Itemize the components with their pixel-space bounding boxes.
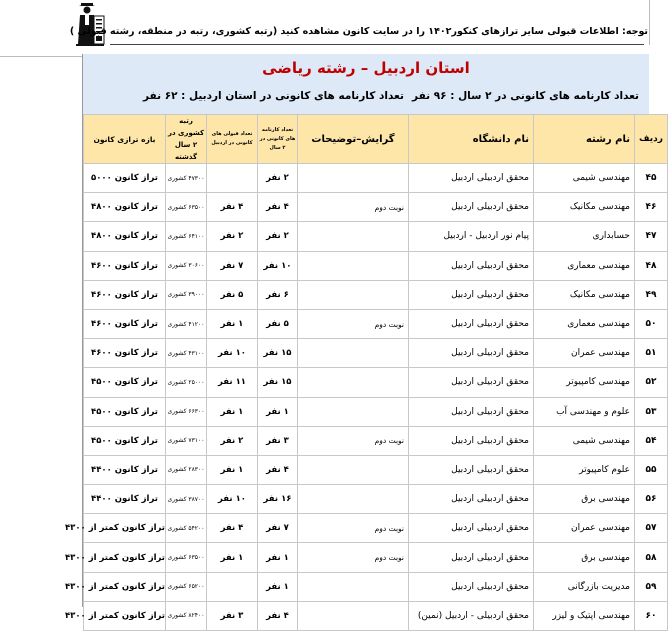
kanoon-reports-count: ۱۵ نفر: [258, 339, 298, 368]
university-name: محقق اردبیلی اردبیل: [409, 309, 534, 338]
row-index: ۴۹: [635, 280, 668, 309]
major-name: علوم و مهندسی آب: [534, 397, 635, 426]
taraz-range: تراز کانون کمتر از ۴۳۰۰: [84, 601, 166, 630]
university-name: محقق اردبیلی اردبیل: [409, 485, 534, 514]
university-name: پیام نور اردبیل - اردبیل: [409, 222, 534, 251]
major-name: حسابداری: [534, 222, 635, 251]
accepted-count: ۴ نفر: [207, 514, 258, 543]
major-name: علوم کامپیوتر: [534, 455, 635, 484]
stat-two-years: تعداد کارنامه های کانونی در ۲ سال : ۹۶ نفر: [412, 90, 639, 102]
row-index: ۵۸: [635, 543, 668, 572]
table-row: [84, 309, 668, 338]
accepted-count: [207, 164, 258, 193]
accepted-count: ۵ نفر: [207, 280, 258, 309]
major-note: نوبت دوم: [298, 309, 409, 338]
major-name: مهندسی اپتیک و لیزر: [534, 601, 635, 630]
row-index: ۵۴: [635, 426, 668, 455]
stat-province: تعداد کارنامه های کانونی در استان اردبیل : ۶۲ نفر: [143, 90, 404, 102]
kanoon-reports-count: ۴ نفر: [258, 455, 298, 484]
row-index: ۵۶: [635, 485, 668, 514]
major-name: مهندسی برق: [534, 543, 635, 572]
university-name: محقق اردبیلی اردبیل: [409, 251, 534, 280]
taraz-range: تراز کانون کمتر از ۴۳۰۰: [84, 572, 166, 601]
kanoon-reports-count: ۴ نفر: [258, 193, 298, 222]
university-name: محقق اردبیلی اردبیل: [409, 543, 534, 572]
kanoon-reports-count: ۱ نفر: [258, 572, 298, 601]
row-index: ۵۳: [635, 397, 668, 426]
accepted-count: ۱ نفر: [207, 309, 258, 338]
column-header-kanoon-reports: تعداد کارنامه های کانونی در ۲ سال: [258, 115, 298, 164]
row-index: ۴۶: [635, 193, 668, 222]
national-rank: ۶۳۵۰۰ کشوری: [166, 193, 207, 222]
province-banner: [83, 54, 649, 115]
row-index: ۴۵: [635, 164, 668, 193]
taraz-range: تراز کانون ۴۶۰۰: [84, 280, 166, 309]
column-header-index: ردیف: [635, 115, 668, 164]
page-edge-line: [0, 56, 82, 57]
major-note: [298, 572, 409, 601]
national-rank: ۷۳۱۰۰ کشوری: [166, 426, 207, 455]
major-name: مهندسی عمران: [534, 339, 635, 368]
row-index: ۵۲: [635, 368, 668, 397]
major-name: مهندسی برق: [534, 485, 635, 514]
table-row: [84, 514, 668, 543]
national-rank: ۴۷۳۰۰ کشوری: [166, 164, 207, 193]
major-name: مهندسی شیمی: [534, 164, 635, 193]
row-index: ۵۹: [635, 572, 668, 601]
university-name: محقق اردبیلی اردبیل: [409, 368, 534, 397]
major-name: مهندسی شیمی: [534, 426, 635, 455]
major-note: نوبت دوم: [298, 514, 409, 543]
national-rank: ۳۹۰۰۰ کشوری: [166, 280, 207, 309]
major-note: نوبت دوم: [298, 543, 409, 572]
university-name: محقق اردبیلی اردبیل: [409, 280, 534, 309]
table-row: [84, 426, 668, 455]
major-note: [298, 485, 409, 514]
table-header-row: [84, 115, 668, 164]
major-note: [298, 339, 409, 368]
notice-text: توجه: اطلاعات قبولی سایر ترازهای کنکور۱۴۰۲ را در سایت کانون مشاهده کنید (رتبه کشوری، رتبه در منطقه، رشته قبولی ): [69, 26, 648, 37]
major-name: مهندسی عمران: [534, 514, 635, 543]
table-row: [84, 251, 668, 280]
accepted-count: ۷ نفر: [207, 251, 258, 280]
table-row: [84, 280, 668, 309]
kanoon-reports-count: ۵ نفر: [258, 309, 298, 338]
banner-title: استان اردبیل – رشته ریاضی: [262, 59, 470, 77]
accepted-count: ۲ نفر: [207, 222, 258, 251]
acceptance-table: [64, 114, 668, 631]
university-name: محقق اردبیلی اردبیل: [409, 164, 534, 193]
major-name: مدیریت بازرگانی: [534, 572, 635, 601]
university-name: محقق اردبیلی اردبیل: [409, 572, 534, 601]
column-header-taraz: بازه ترازی کانون: [84, 115, 166, 164]
national-rank: ۶۳۵۰۰ کشوری: [166, 543, 207, 572]
row-index: ۵۵: [635, 455, 668, 484]
kanoon-reports-count: ۲ نفر: [258, 222, 298, 251]
kanoon-reports-count: ۶ نفر: [258, 280, 298, 309]
major-name: مهندسی معماری: [534, 309, 635, 338]
kanoon-reports-count: ۱ نفر: [258, 397, 298, 426]
page-header: [0, 0, 650, 50]
accepted-count: ۱ نفر: [207, 543, 258, 572]
accepted-count: ۱۰ نفر: [207, 485, 258, 514]
university-name: محقق اردبیلی اردبیل: [409, 426, 534, 455]
table-row: [84, 485, 668, 514]
national-rank: ۲۵۰۰۰ کشوری: [166, 368, 207, 397]
national-rank: ۲۸۳۰۰ کشوری: [166, 455, 207, 484]
kanoon-reports-count: ۱ نفر: [258, 543, 298, 572]
major-note: [298, 164, 409, 193]
column-header-university: نام دانشگاه: [409, 115, 534, 164]
accepted-count: ۳ نفر: [207, 601, 258, 630]
graduate-logo-icon: [72, 2, 106, 46]
taraz-range: تراز کانون ۴۶۰۰: [84, 251, 166, 280]
page-edge-line: [649, 0, 650, 45]
kanoon-reports-count: ۳ نفر: [258, 426, 298, 455]
taraz-range: تراز کانون ۴۵۰۰: [84, 397, 166, 426]
taraz-range: تراز کانون ۴۵۰۰: [84, 426, 166, 455]
taraz-range: تراز کانون ۴۴۰۰: [84, 485, 166, 514]
university-name: محقق اردبیلی اردبیل: [409, 397, 534, 426]
column-header-major: نام رشته: [534, 115, 635, 164]
kanoon-reports-count: ۲ نفر: [258, 164, 298, 193]
major-note: [298, 455, 409, 484]
major-note: [298, 280, 409, 309]
national-rank: ۶۵۲۰۰ کشوری: [166, 572, 207, 601]
major-name: مهندسی کامپیوتر: [534, 368, 635, 397]
national-rank: ۴۳۱۰۰ کشوری: [166, 339, 207, 368]
university-name: محقق اردبیلی اردبیل: [409, 455, 534, 484]
taraz-range: تراز کانون ۴۶۰۰: [84, 339, 166, 368]
major-note: [298, 397, 409, 426]
accepted-count: ۱ نفر: [207, 455, 258, 484]
kanoon-reports-count: ۴ نفر: [258, 601, 298, 630]
national-rank: ۸۲۴۰۰ کشوری: [166, 601, 207, 630]
row-index: ۴۷: [635, 222, 668, 251]
taraz-range: تراز کانون ۵۰۰۰: [84, 164, 166, 193]
taraz-range: تراز کانون ۴۸۰۰: [84, 222, 166, 251]
accepted-count: ۴ نفر: [207, 193, 258, 222]
accepted-count: ۱ نفر: [207, 397, 258, 426]
accepted-count: ۱۱ نفر: [207, 368, 258, 397]
university-name: محقق اردبیلی اردبیل: [409, 339, 534, 368]
national-rank: ۳۸۷۰۰ کشوری: [166, 485, 207, 514]
taraz-range: تراز کانون کمتر از ۴۳۰۰: [84, 543, 166, 572]
table-row: [84, 222, 668, 251]
table-row: [84, 572, 668, 601]
major-note: [298, 601, 409, 630]
row-index: ۵۷: [635, 514, 668, 543]
taraz-range: تراز کانون ۴۵۰۰: [84, 368, 166, 397]
table-row: [84, 601, 668, 630]
row-index: ۶۰: [635, 601, 668, 630]
notice-underline: [110, 44, 644, 45]
major-note: [298, 368, 409, 397]
taraz-range: تراز کانون ۴۸۰۰: [84, 193, 166, 222]
major-note: [298, 222, 409, 251]
university-name: محقق اردبیلی اردبیل: [409, 514, 534, 543]
accepted-count: ۲ نفر: [207, 426, 258, 455]
table-row: [84, 397, 668, 426]
taraz-range: تراز کانون کمتر از ۴۳۰۰: [84, 514, 166, 543]
kanoon-reports-count: ۱۵ نفر: [258, 368, 298, 397]
national-rank: ۶۶۳۰۰ کشوری: [166, 397, 207, 426]
table-row: [84, 455, 668, 484]
row-index: ۵۱: [635, 339, 668, 368]
kanoon-reports-count: ۱۶ نفر: [258, 485, 298, 514]
major-note: نوبت دوم: [298, 426, 409, 455]
column-header-note: گرایش–توضیحات: [298, 115, 409, 164]
university-name: محقق اردبیلی - اردبیل (نمین): [409, 601, 534, 630]
table-row: [84, 339, 668, 368]
accepted-count: ۱۰ نفر: [207, 339, 258, 368]
row-index: ۵۰: [635, 309, 668, 338]
accepted-count: [207, 572, 258, 601]
table-row: [84, 543, 668, 572]
major-note: [298, 251, 409, 280]
acceptance-sheet: [64, 54, 663, 621]
column-header-accepted: تعداد قبولی های کانونی در اردبیل: [207, 115, 258, 164]
table-row: [84, 164, 668, 193]
column-header-rank: رتبه کشوری در ۲ سال گذشته: [166, 115, 207, 164]
major-name: مهندسی مکانیک: [534, 280, 635, 309]
national-rank: ۴۱۲۰۰ کشوری: [166, 309, 207, 338]
major-name: مهندسی مکانیک: [534, 193, 635, 222]
national-rank: ۶۴۱۰۰ کشوری: [166, 222, 207, 251]
university-name: محقق اردبیلی اردبیل: [409, 193, 534, 222]
taraz-range: تراز کانون ۴۶۰۰: [84, 309, 166, 338]
taraz-range: تراز کانون ۴۴۰۰: [84, 455, 166, 484]
table-row: [84, 193, 668, 222]
national-rank: ۳۰۶۰۰ کشوری: [166, 251, 207, 280]
major-note: نوبت دوم: [298, 193, 409, 222]
row-index: ۴۸: [635, 251, 668, 280]
kanoon-reports-count: ۱۰ نفر: [258, 251, 298, 280]
national-rank: ۵۴۲۰۰ کشوری: [166, 514, 207, 543]
kanoon-reports-count: ۷ نفر: [258, 514, 298, 543]
major-name: مهندسی معماری: [534, 251, 635, 280]
table-row: [84, 368, 668, 397]
